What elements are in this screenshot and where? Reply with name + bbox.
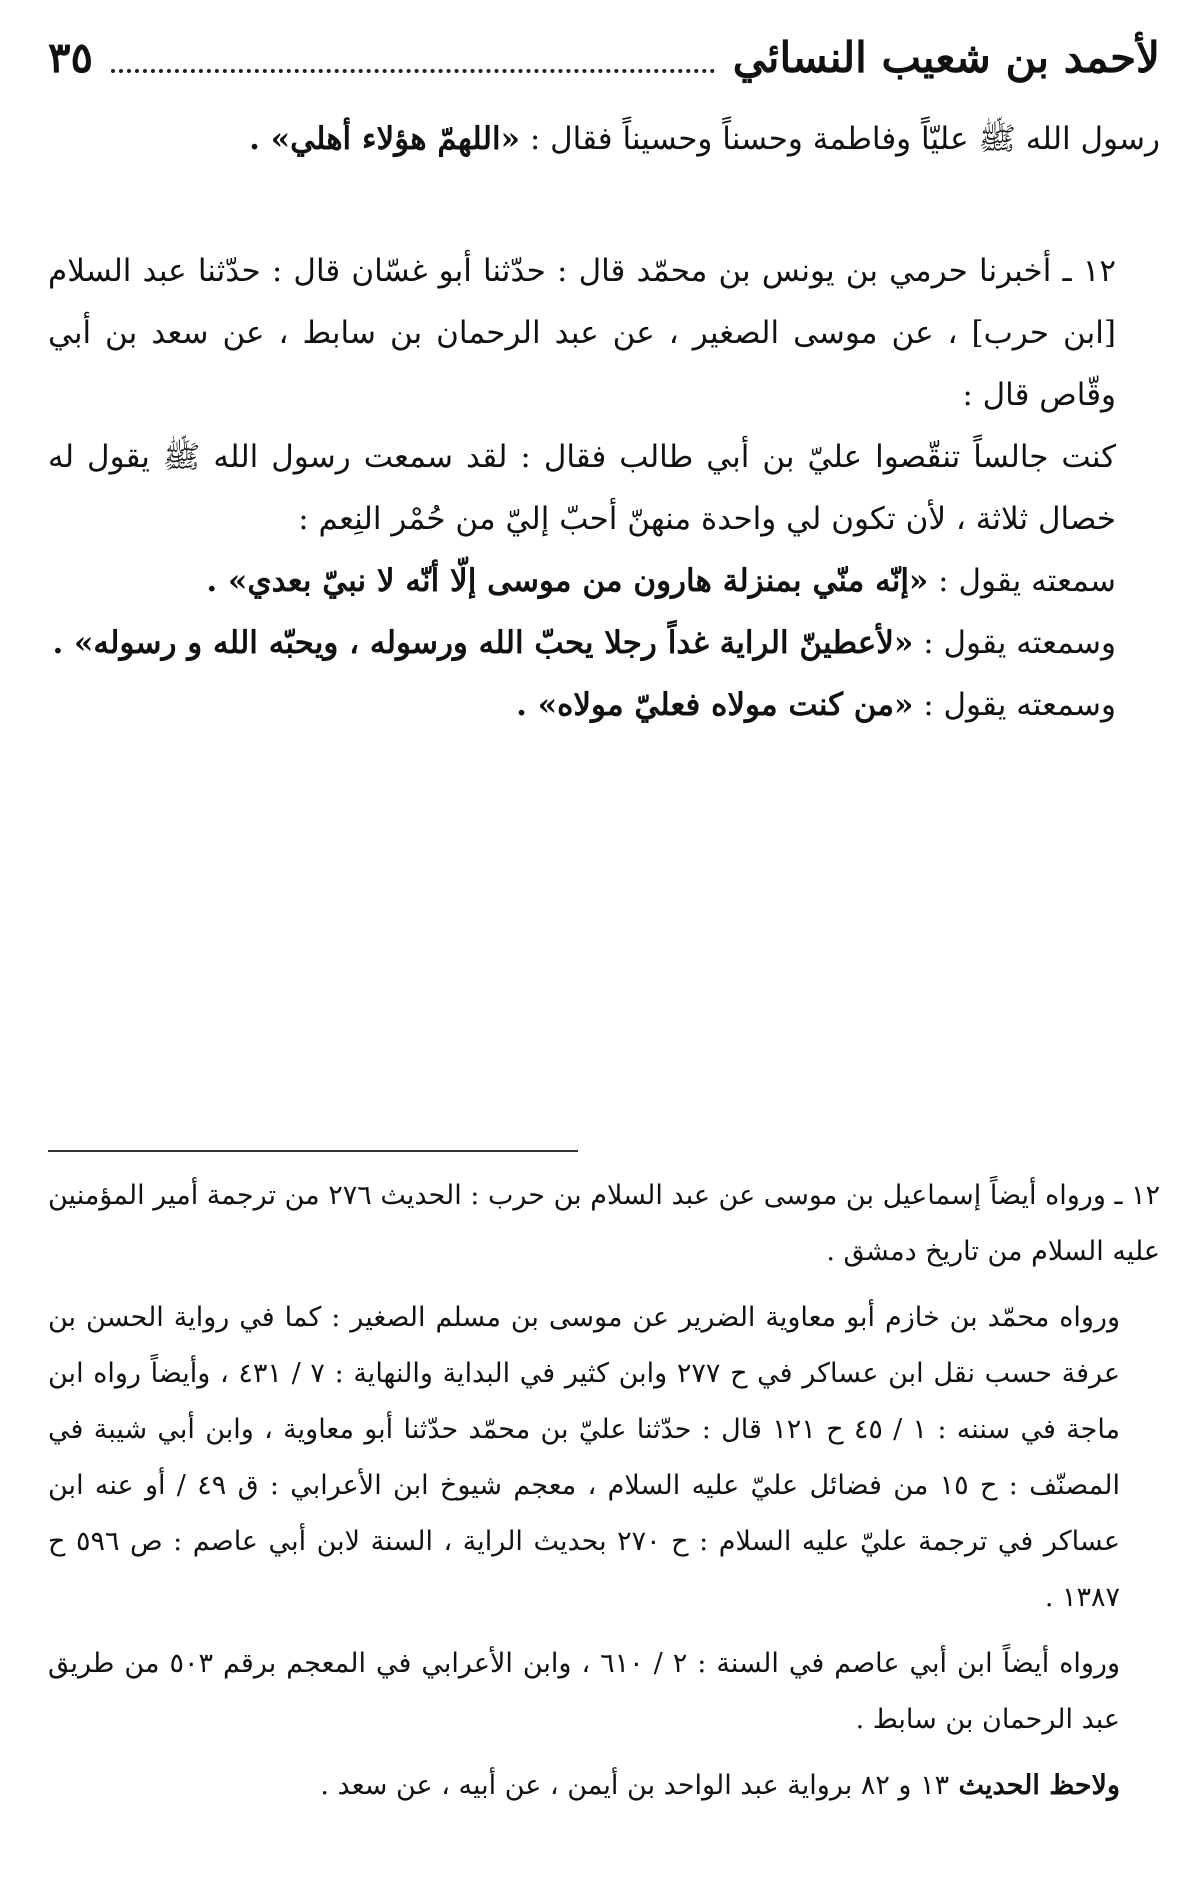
quote-2-text: «لأعطينّ الراية غداً رجلا يحبّ الله ورسوله ، ويحبّه الله و رسوله» . (52, 625, 914, 661)
quote-2-lead: وسمعته يقول : (913, 625, 1116, 661)
footnote-4 (48, 1758, 1160, 1814)
footnote-divider (48, 1150, 578, 1152)
quote-1-lead: سمعته يقول : (928, 563, 1116, 599)
quote-line-2 (48, 612, 1160, 674)
continuation-text: رسول الله ﷺ عليّاً وفاطمة وحسناً وحسيناً فقال : (519, 121, 1160, 157)
continuation-quote: «اللهمّ هؤلاء أهلي» . (249, 121, 520, 157)
quote-3-lead: وسمعته يقول : (913, 687, 1116, 723)
footnote-1: ١٢ ـ ورواه أيضاً إسماعيل بن موسى عن عبد السلام بن حرب : الحديث ٢٧٦ من ترجمة أمير المؤمنين عليه السلام من تاريخ دمشق . (48, 1180, 1160, 1267)
footnote-3: ورواه أيضاً ابن أبي عاصم في السنة : ٢ / ٦١٠ ، وابن الأعرابي في المعجم برقم ٥٠٣ من طريق عبد الرحمان بن سابط . (48, 1648, 1120, 1735)
hadith-12-isnad: ١٢ ـ أخبرنا حرمي بن يونس بن محمّد قال : حدّثنا أبو غسّان قال : حدّثنا عبد السلام [ابن حرب] ، عن موسى الصغير ، عن عبد الرحمان بن سابط ، عن سعد بن أبي وقّاص قال : (48, 253, 1116, 413)
footnote-4-text: ١٣ و ٨٢ برواية عبد الواحد بن أيمن ، عن أبيه ، عن سعد . (320, 1770, 950, 1801)
continuation-line (48, 108, 1160, 170)
running-title: لأحمد بن شعيب النسائي (732, 32, 1160, 82)
page-header (48, 22, 1160, 92)
footnote-4-lead: ولاحظ الحديث (949, 1770, 1120, 1801)
quote-3-text: «من كنت مولاه فعليّ مولاه» . (516, 687, 914, 723)
paragraph-gap (48, 170, 1160, 240)
main-text (48, 108, 1160, 736)
page-number: ٣٥ (48, 32, 94, 82)
footnotes (48, 1168, 1160, 1824)
quote-line-3 (48, 674, 1160, 736)
hadith-12-matn: كنت جالساً تنقّصوا عليّ بن أبي طالب فقال : لقد سمعت رسول الله ﷺ يقول له خصال ثلاثة ، لأن تكون لي واحدة منهنّ أحبّ إليّ من حُمْر النِعم : (48, 439, 1116, 537)
quote-line-1 (48, 550, 1160, 612)
quote-1-text: «إنّه منّي بمنزلة هارون من موسى إلّا أنّه لا نبيّ بعدي» . (206, 563, 929, 599)
header-dot-leader (111, 69, 715, 73)
footnote-2: ورواه محمّد بن خازم أبو معاوية الضرير عن موسى بن مسلم الصغير : كما في رواية الحسن بن عرفة حسب نقل ابن عساكر في ح ٢٧٧ وابن كثير في البداية والنهاية : ٧ / ٤٣١ ، وأيضاً رواه ابن ماجة في سننه : ١ / ٤٥ ح ١٢١ قال : حدّثنا عليّ بن محمّد حدّثنا أبو معاوية ، وابن أبي شيبة في المصنّف : ح ١٥ من فضائل عليّ عليه السلام ، معجم شيوخ ابن الأعرابي : ق ٤٩ / أو عنه ابن عساكر في ترجمة عليّ عليه السلام : ح ٢٧٠ بحديث الراية ، السنة لابن أبي عاصم : ص ٥٩٦ ح ١٣٨٧ . (48, 1302, 1121, 1613)
